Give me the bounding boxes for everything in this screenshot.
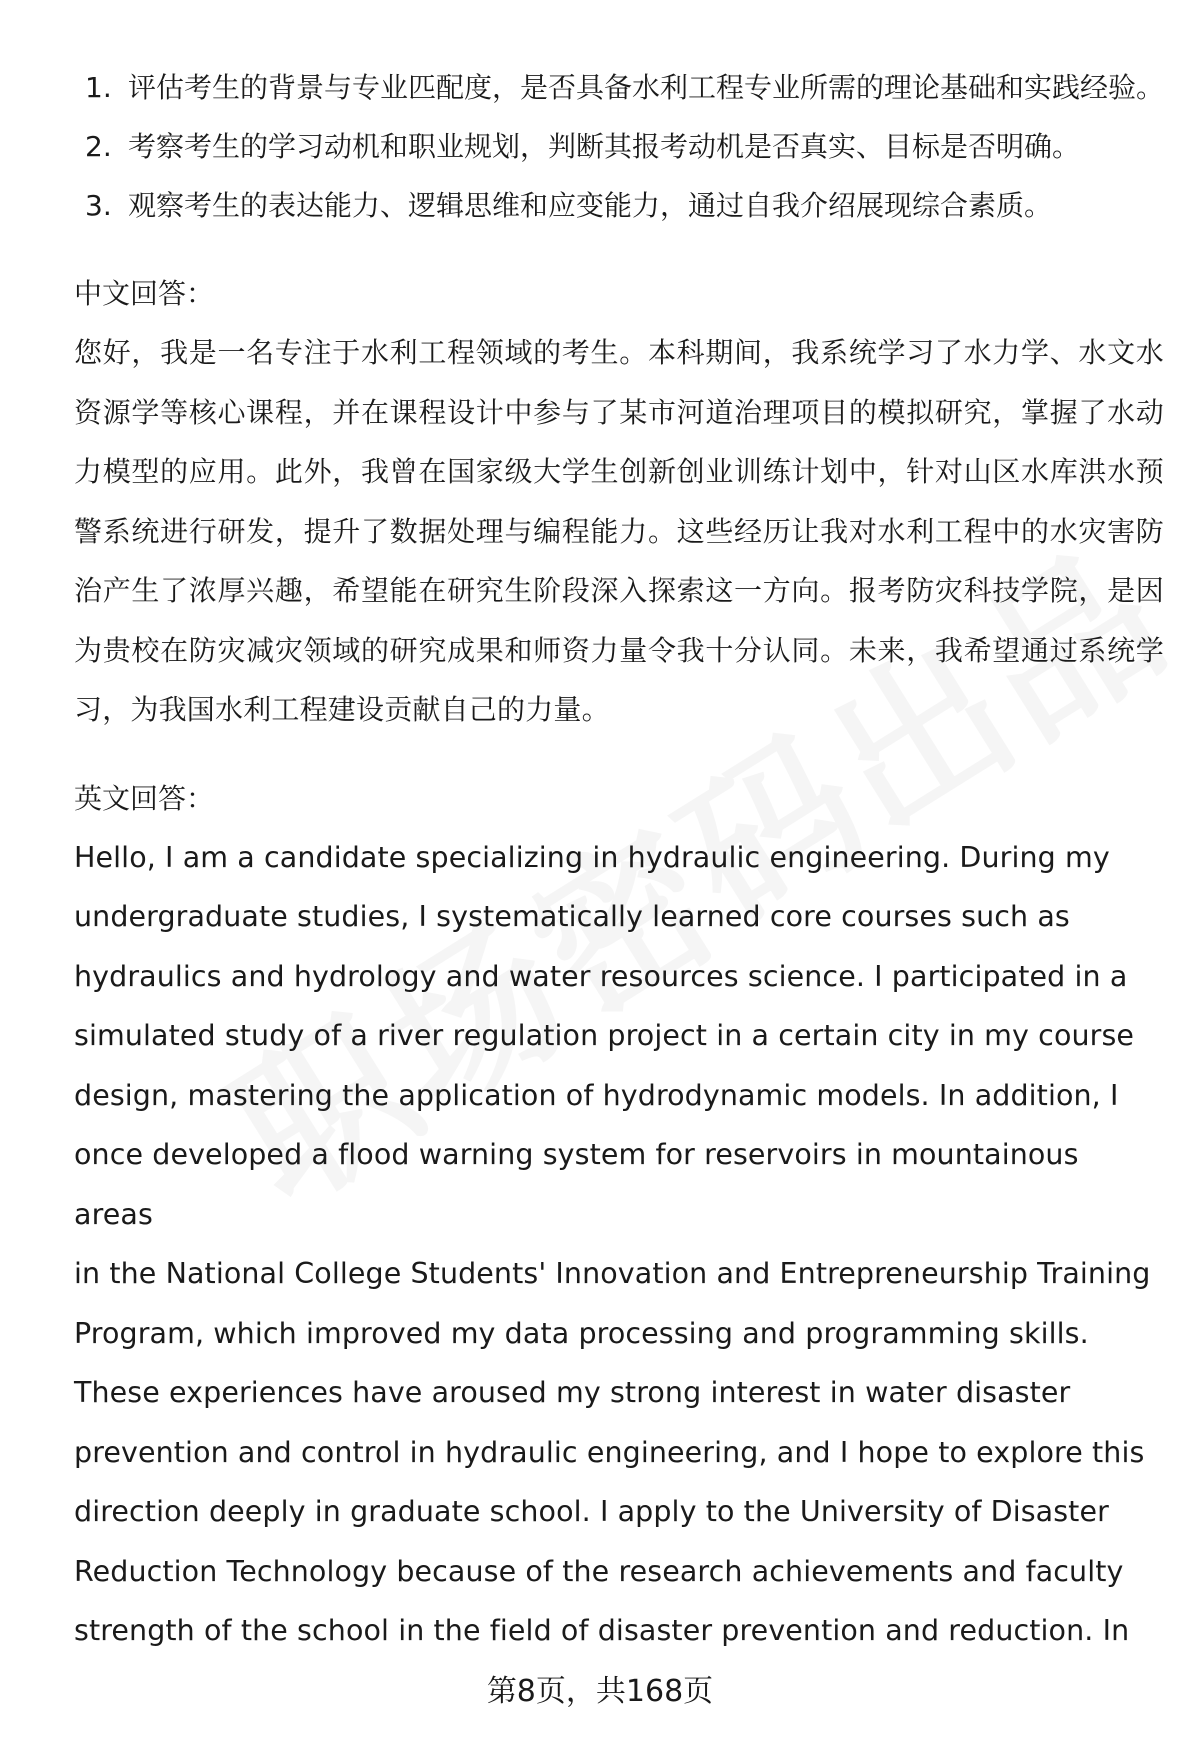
english-answer-line: Hello, I am a candidate specializing in hydraulic engineering. During my xyxy=(74,840,1110,874)
criteria-text: 观察考生的表达能力、逻辑思维和应变能力，通过自我介绍展现综合素质。 xyxy=(128,189,1053,222)
english-answer-line: once developed a flood warning system for reservoirs in mountainous areas xyxy=(74,1138,1079,1231)
chinese-answer-body: 您好，我是一名专注于水利工程领域的考生。本科期间，我系统学习了水力学、水文水资源学等核心课程，并在课程设计中参与了某市河道治理项目的模拟研究，掌握了水动力模型的应用。此外，我曾在国家级大学生创新创业训练计划中，针对山区水库洪水预警系统进行研发，提升了数据处理与编程能力。这些经历让我对水利工程中的水灾害防治产生了浓厚兴趣，希望能在研究生阶段深入探索这一方向。报考防灾科技学院，是因为贵校在防灾减灾领域的研究成果和师资力量令我十分认同。未来，我希望通过系统学习，为我国水利工程建设贡献自己的力量。 xyxy=(74,336,1164,726)
page-content xyxy=(74,58,1164,1661)
english-answer-line: Reduction Technology because of the research achievements and faculty xyxy=(74,1554,1124,1588)
criteria-list xyxy=(74,58,1164,235)
chinese-answer-heading: 中文回答： xyxy=(74,277,215,310)
criteria-item xyxy=(74,117,1164,176)
page-number-footer: 第8页，共168页 xyxy=(486,1674,714,1709)
criteria-text: 评估考生的背景与专业匹配度，是否具备水利工程专业所需的理论基础和实践经验。 xyxy=(128,71,1165,104)
criteria-text: 考察考生的学习动机和职业规划，判断其报考动机是否真实、目标是否明确。 xyxy=(128,130,1081,163)
criteria-number: 2. xyxy=(85,130,112,163)
criteria-item xyxy=(74,176,1164,235)
english-answer-line: Program, which improved my data processing and programming skills. xyxy=(74,1316,1089,1350)
english-answer-line: hydraulics and hydrology and water resources science. I participated in a xyxy=(74,959,1128,993)
english-answer-line: direction deeply in graduate school. I apply to the University of Disaster xyxy=(74,1495,1109,1528)
english-answer-heading: 英文回答： xyxy=(74,781,215,815)
criteria-number: 1. xyxy=(85,71,112,104)
english-answer-line: simulated study of a river regulation project in a certain city in my course xyxy=(74,1019,1135,1052)
english-answer-body xyxy=(74,828,1164,1661)
english-answer-line: design, mastering the application of hydrodynamic models. In addition, I xyxy=(74,1078,1119,1112)
english-answer-line: strength of the school in the field of disaster prevention and reduction. In xyxy=(74,1614,1130,1647)
english-answer-line: undergraduate studies, I systematically learned core courses such as xyxy=(74,900,1070,933)
criteria-item xyxy=(74,58,1164,117)
english-answer-line: prevention and control in hydraulic engineering, and I hope to explore this xyxy=(74,1435,1145,1469)
english-answer-line: These experiences have aroused my strong interest in water disaster xyxy=(74,1376,1071,1409)
criteria-number: 3. xyxy=(85,189,112,222)
english-answer-line: in the National College Students' Innovation and Entrepreneurship Training xyxy=(74,1257,1151,1290)
